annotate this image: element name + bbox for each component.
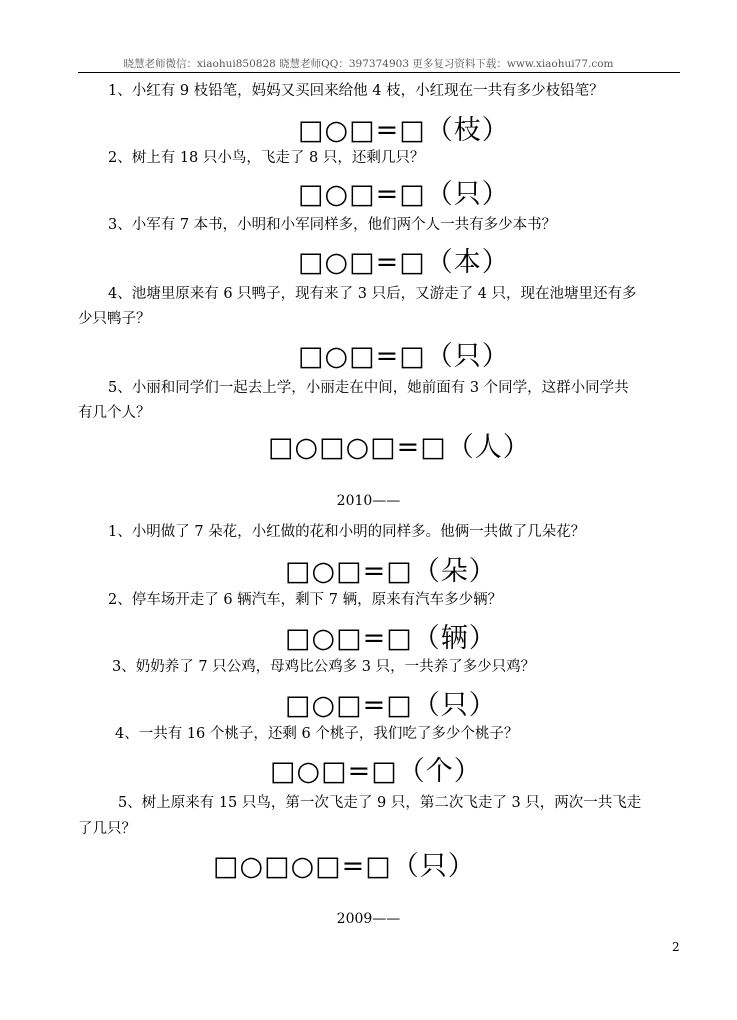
- section-heading-2009: 2009——: [336, 911, 401, 927]
- question-b5-line2: 了几只？: [78, 821, 136, 837]
- question-b4: 4、一共有 16 个桃子，还剩 6 个桃子，我们吃了多少个桃子？: [115, 726, 519, 742]
- section-heading-2010: 2010——: [336, 493, 401, 509]
- header-rule: [78, 72, 680, 73]
- question-a5-line2: 有几个人？: [78, 405, 151, 421]
- formula-b1: □○□=□（朵）: [285, 556, 497, 587]
- formula-a3: □○□=□（本）: [298, 247, 510, 278]
- formula-b5: □○□○□=□（只）: [213, 851, 476, 882]
- formula-b3: □○□=□（只）: [285, 690, 497, 721]
- question-a5-line1: 5、小丽和同学们一起去上学，小丽走在中间，她前面有 3 个同学，这群小同学共: [108, 380, 629, 396]
- question-b1: 1、小明做了 7 朵花，小红做的花和小明的同样多。他俩一共做了几朵花？: [108, 524, 586, 540]
- question-b5-line1: 5、树上原来有 15 只鸟，第一次飞走了 9 只，第二次飞走了 3 只，两次一共飞走: [118, 795, 642, 811]
- question-a2: 2、树上有 18 只小鸟，飞走了 8 只，还剩几只？: [108, 150, 425, 166]
- question-a3: 3、小军有 7 本书，小明和小军同样多，他们两个人一共有多少本书？: [108, 217, 557, 233]
- formula-b4: □○□=□（个）: [270, 756, 482, 787]
- formula-a4: □○□=□（只）: [298, 341, 510, 372]
- question-a1: 1、小红有 9 枝铅笔，妈妈又买回来给他 4 枝，小红现在一共有多少枝铅笔？: [108, 83, 604, 99]
- question-b2: 2、停车场开走了 6 辆汽车，剩下 7 辆，原来有汽车多少辆？: [108, 592, 503, 608]
- formula-a5: □○□○□=□（人）: [268, 432, 531, 463]
- question-b3: 3、奶奶养了 7 只公鸡，母鸡比公鸡多 3 只，一共养了多少只鸡？: [112, 659, 536, 675]
- question-a4-line1: 4、池塘里原来有 6 只鸭子，现有来了 3 只后，又游走了 4 只，现在池塘里还有多: [108, 286, 637, 302]
- page-header: 晓慧老师微信：xiaohui850828 晓慧老师QQ：397374903 更多复习资料下载：www.xiaohui77.com: [123, 58, 614, 70]
- formula-b2: □○□=□（辆）: [285, 623, 497, 654]
- question-a4-line2: 少只鸭子？: [78, 311, 151, 327]
- page-number: 2: [672, 940, 680, 954]
- formula-a1: □○□=□（枝）: [298, 115, 510, 146]
- formula-a2: □○□=□（只）: [298, 179, 510, 210]
